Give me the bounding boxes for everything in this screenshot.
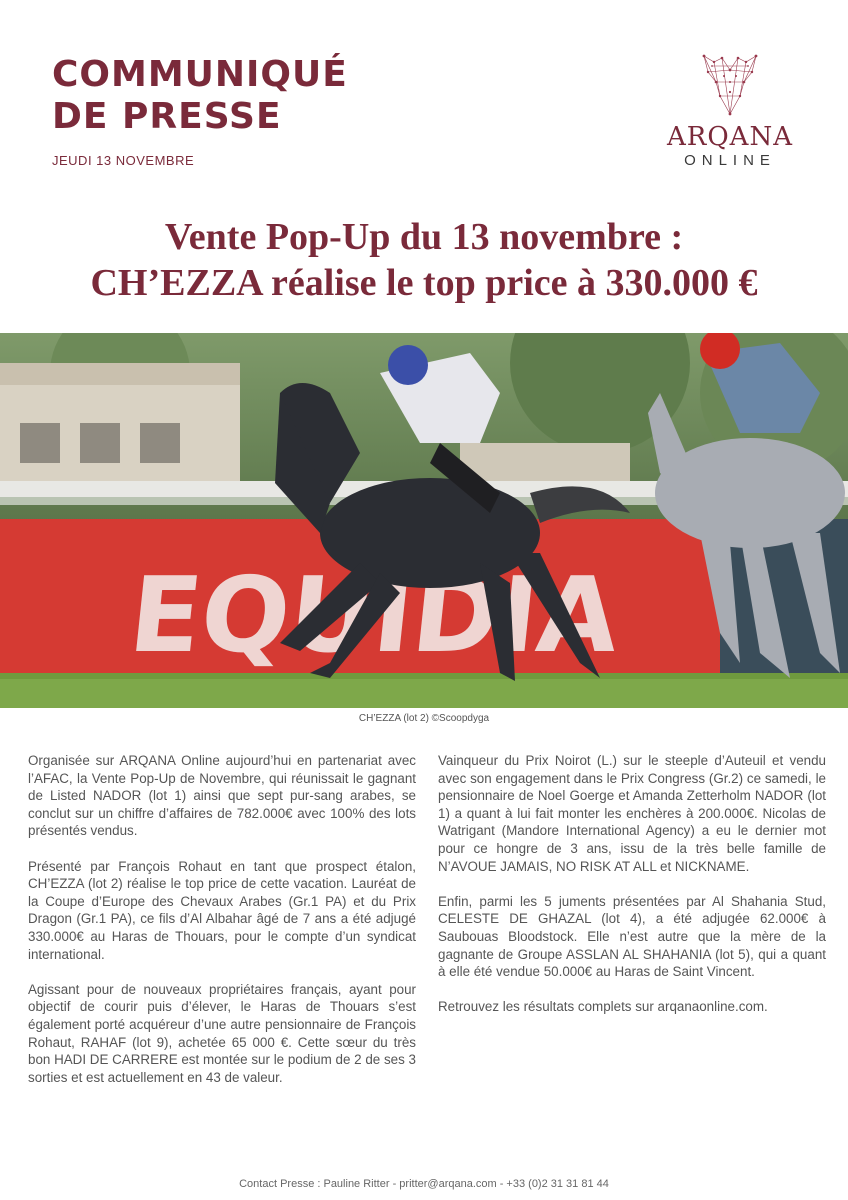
headline-line-1: Vente Pop-Up du 13 novembre : (164, 216, 684, 258)
paragraph: Enfin, parmi les 5 juments présentées par Al Shahania Stud, CELESTE DE GHAZAL (lot 4), a été adjugée 62.000€ à Saubouas Bloodstock. Elle n’est autre que la mère de la gagnante de Groupe ASSLAN AL SHAHANIA (lot 5), qui a quant à elle été vendue 50.000€ au Haras de Saint Vincent. (438, 893, 826, 980)
logo-wordmark: ARQANA (667, 122, 793, 152)
arqana-logo (660, 52, 800, 172)
race-photo (0, 333, 848, 708)
body-column-right (438, 752, 826, 1034)
horse-head-icon (696, 52, 764, 118)
headline-line-2: CH’EZZA réalise le top price à 330.000 € (90, 262, 758, 304)
paragraph: Agissant pour de nouveaux propriétaires français, ayant pour objectif de courir puis d’élever, le Haras de Thouars s’est également porté acquéreur d’une autre pensionnaire de François Rohaut, RAHAF (lot 9), achetée 65 000 €. Cette sœur du très bon HADI DE CARRERE est montée sur le podium de 2 de ses 3 sorties et est actuellement en 43 de valeur. (28, 981, 416, 1085)
press-release-title (52, 54, 348, 138)
press-contact: Contact Presse : Pauline Ritter - pritter@arqana.com - +33 (0)2 31 31 81 44 (239, 1178, 609, 1190)
paragraph: Retrouvez les résultats complets sur arqanaonline.com. (438, 999, 768, 1015)
release-date: JEUDI 13 NOVEMBRE (52, 153, 195, 168)
logo-subtitle: ONLINE (684, 152, 776, 169)
paragraph: Présenté par François Rohaut en tant que prospect étalon, CH’EZZA (lot 2) réalise le top price de cette vacation. Lauréat de la Coupe d’Europe des Chevaux Arabes (Gr.1 PA) et du Prix Dragon (Gr.1 PA), ce fils d’Al Albahar âgé de 7 ans a été adjugé 330.000€ au Haras de Thouars, pour le compte d’un syndicat international. (28, 858, 416, 962)
title-line-2: DE PRESSE (52, 96, 282, 137)
paragraph: Organisée sur ARQANA Online aujourd’hui en partenariat avec l’AFAC, la Vente Pop-Up de Novembre, qui réunissait le gagnant de Listed NADOR (lot 1) ainsi que sept pur-sang arabes, se conclut sur un chiffre d’affaires de 782.000€ avec 100% des lots présentés vendus. (28, 753, 416, 839)
body-column-left (28, 752, 416, 1104)
headline (0, 214, 848, 306)
paragraph: Vainqueur du Prix Noirot (L.) sur le steeple d’Auteuil et vendu avec son engagement dans le Prix Congress (Gr.2) ce samedi, le pensionnaire de Noel Goerge et Amanda Zetterholm NADOR (lot 1) a quant à lui fait monter les enchères à 200.000€. Nicolas de Watrigant (Mandore International Agency) a eu le dernier mot pour ce hongre de 3 ans, issu de la très belle famille de N’AVOUE JAMAIS, NO RISK AT ALL et NICKNAME. (438, 753, 826, 874)
photo-caption: CH’EZZA (lot 2) ©Scoopdyga (358, 713, 490, 724)
title-line-1: COMMUNIQUÉ (52, 54, 348, 95)
